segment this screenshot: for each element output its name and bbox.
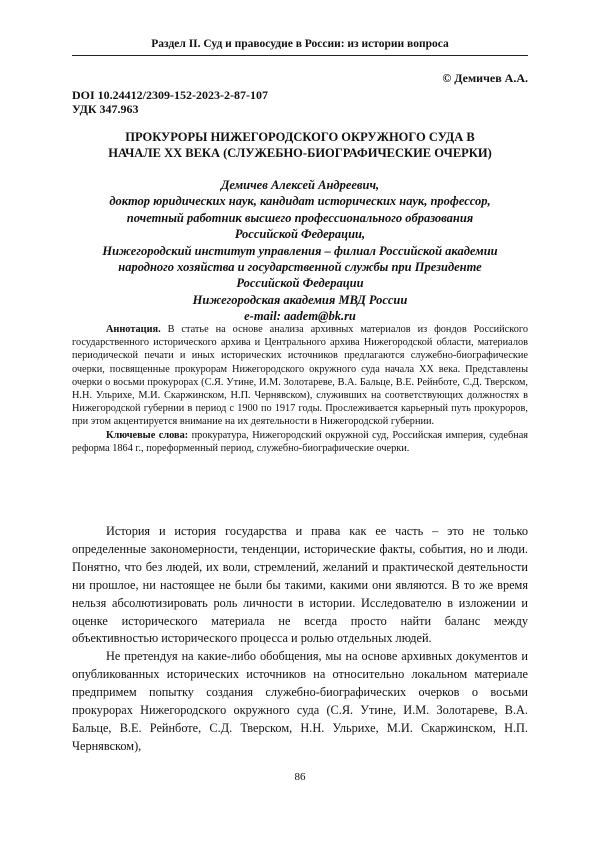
author-title: почетный работник высшего профессионального образования	[126, 210, 474, 225]
doi-line: DOI 10.24412/2309-152-2023-2-87-107	[72, 88, 268, 102]
abstract-block	[72, 323, 528, 455]
title-line: НАЧАЛЕ XX ВЕКА (СЛУЖЕБНО-БИОГРАФИЧЕСКИЕ ОЧЕРКИ)	[108, 146, 492, 160]
author-affiliation: Нижегородская академия МВД России	[192, 292, 408, 307]
page-number: 86	[294, 771, 306, 783]
copyright-line: © Демичев А.А.	[442, 71, 528, 85]
author-title: Российской Федерации,	[234, 227, 366, 242]
keywords-text: прокуратура, Нижегородский окружной суд, Российская империя, судебная реформа 1864 г., пореформенный период, служебно-биографические очерки.	[72, 429, 528, 454]
body-paragraph: История и история государства и права как ее часть – это не только определенные закономерности, тенденции, исторические факты, события, но и люди. Понятно, что без людей, их воли, стремлений, желаний и практической деятельности ни прошлое, ни настоящее не были бы такими, какими они являются. В то же время нельзя абсолютизировать роль личности в истории. Исследователю в изложении и оценке исторического материала не всегда просто найти баланс между объективностью исторического процесса и ролью отдельных людей.	[72, 524, 528, 646]
udk-line: УДК 347.963	[72, 102, 139, 116]
title-line: ПРОКУРОРЫ НИЖЕГОРОДСКОГО ОКРУЖНОГО СУДА В	[125, 130, 475, 144]
author-degree: доктор юридических наук, кандидат исторических наук, профессор,	[109, 194, 491, 209]
author-block	[72, 177, 528, 325]
author-affiliation: Российской Федерации	[236, 276, 364, 291]
header-divider	[72, 55, 528, 56]
running-head: Раздел II. Суд и правосудие в России: из истории вопроса	[151, 38, 449, 50]
body-paragraph: Не претендуя на какие-либо обобщения, мы на основе архивных документов и опубликованных исторических источников на относительно локальном материале предпримем попытку создания служебно-биографических очерков о восьми прокурорах Нижегородского окружного суда (С.Я. Утине, И.М. Золотареве, В.А. Бальце, В.Е. Рейнботе, С.Д. Тверском, Н.Н. Ульрихе, М.И. Скаржинском, Н.П. Чернявском),	[72, 649, 528, 753]
abstract-paragraph	[72, 323, 528, 429]
abstract-text: В статье на основе анализа архивных материалов из фондов Российского государственного исторического архива и Центрального архива Нижегородской области, материалов периодической печати и иных исторических источников предлагаются служебно-биографические очерки, посвященные прокурорам Нижегородского окружного суда начала XX века. Представлены очерки о восьми прокурорах (С.Я. Утине, И.М. Золотареве, В.А. Бальце, В.Е. Рейнботе, С.Д. Тверском, Н.Н. Ульрихе, М.И. Скаржинском, Н.П. Чернявском), служивших на соответствующих должностях в Нижегородской губернии в период с 1900 по 1917 годы. Прослеживается карьерный путь прокуроров, при этом акцентируется внимание на их деятельности в Нижегородской губернии.	[72, 324, 528, 428]
keywords-label: Ключевые слова:	[106, 429, 189, 441]
author-affiliation: Нижегородский институт управления – филиал Российской академии	[102, 243, 498, 258]
body-text	[72, 523, 528, 756]
article-title	[72, 129, 528, 161]
author-affiliation: народного хозяйства и государственной службы при Президенте	[118, 260, 482, 275]
abstract-label: Аннотация.	[106, 324, 161, 335]
keywords-paragraph	[72, 429, 528, 455]
author-name: Демичев Алексей Андреевич,	[220, 178, 380, 192]
author-email: e-mail: aadem@bk.ru	[244, 309, 356, 324]
